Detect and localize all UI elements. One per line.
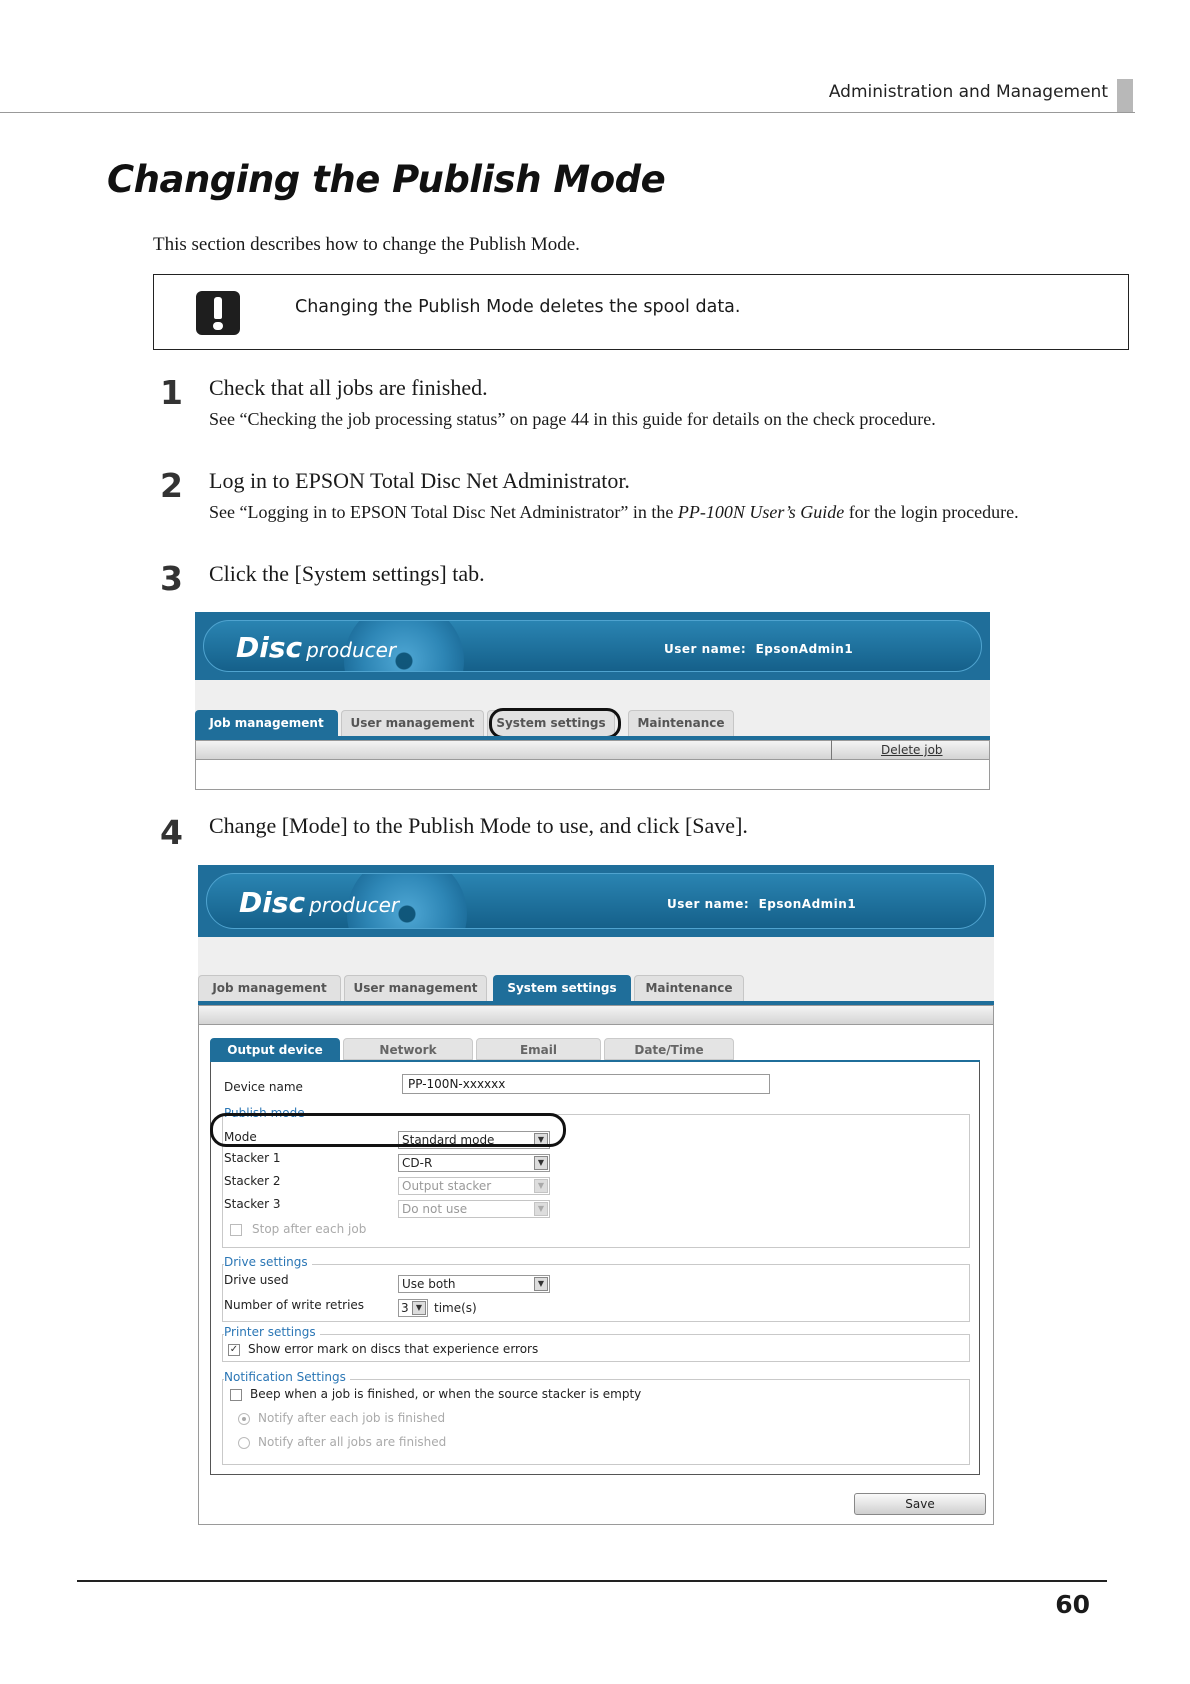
tab-maintenance[interactable]: Maintenance	[628, 710, 734, 736]
notification-settings-legend: Notification Settings	[224, 1370, 350, 1384]
tab-date-time[interactable]: Date/Time	[604, 1038, 734, 1060]
page-number: 60	[1055, 1590, 1090, 1619]
notify-all-radio[interactable]	[238, 1437, 250, 1449]
publish-mode-legend: Publish mode	[224, 1106, 309, 1120]
notify-each-label: Notify after each job is finished	[258, 1411, 446, 1425]
step-number: 2	[160, 466, 183, 505]
screenshot-output-device	[198, 865, 994, 1525]
tab-user-management[interactable]: User management	[344, 975, 487, 1001]
header-rule	[0, 112, 1135, 113]
content-area	[195, 760, 990, 790]
save-button[interactable]: Save	[854, 1493, 986, 1515]
beep-checkbox[interactable]	[230, 1389, 242, 1401]
username-display: User name: EpsonAdmin1	[664, 642, 854, 656]
toolbar	[198, 1005, 994, 1025]
highlight-mode	[210, 1113, 566, 1147]
chevron-down-icon: ▼	[534, 1133, 548, 1147]
mode-select[interactable]: Standard mode ▼	[398, 1131, 550, 1149]
drive-settings-group	[222, 1264, 970, 1322]
printer-settings-legend: Printer settings	[224, 1325, 320, 1339]
chevron-down-icon: ▼	[534, 1202, 548, 1216]
important-icon	[196, 291, 240, 335]
disc-producer-logo: Disc producer	[239, 886, 400, 919]
step-detail: See “Logging in to EPSON Total Disc Net Administrator” in the PP-100N User’s Guide for the login procedure.	[209, 502, 1019, 522]
notify-all-label: Notify after all jobs are finished	[258, 1435, 447, 1449]
running-header: Administration and Management	[828, 82, 1108, 102]
app-banner	[195, 612, 990, 680]
header-tab-marker	[1117, 79, 1133, 113]
stacker3-label: Stacker 3	[224, 1197, 281, 1211]
tab-system-settings[interactable]: System settings	[493, 975, 631, 1001]
chevron-down-icon: ▼	[412, 1301, 426, 1315]
tab-maintenance[interactable]: Maintenance	[634, 975, 744, 1001]
stacker2-label: Stacker 2	[224, 1174, 281, 1188]
drive-used-select[interactable]: Use both ▼	[398, 1275, 550, 1293]
tab-network[interactable]: Network	[343, 1038, 473, 1060]
screenshot-system-tab	[195, 612, 990, 790]
stop-after-each-job-checkbox[interactable]	[230, 1224, 242, 1236]
show-error-mark-checkbox[interactable]: ✓	[229, 1344, 239, 1355]
stop-after-each-job-label: Stop after each job	[252, 1222, 367, 1236]
tab-user-management[interactable]: User management	[341, 710, 484, 736]
notify-each-radio[interactable]	[238, 1413, 250, 1425]
show-error-mark-label: Show error mark on discs that experience errors	[248, 1342, 539, 1356]
footer-rule	[77, 1580, 1107, 1582]
step-number: 1	[160, 373, 183, 412]
write-retries-label: Number of write retries	[224, 1298, 365, 1312]
tab-output-device[interactable]: Output device	[210, 1038, 340, 1060]
main-tabs	[198, 975, 994, 1001]
chevron-down-icon: ▼	[534, 1156, 548, 1170]
step-number: 3	[160, 559, 183, 598]
step-heading: Click the [System settings] tab.	[209, 561, 485, 586]
disc-producer-logo: Disc producer	[236, 631, 397, 664]
stacker2-select[interactable]: Output stacker ▼	[398, 1177, 550, 1195]
tab-email[interactable]: Email	[476, 1038, 601, 1060]
device-name-label: Device name	[224, 1080, 303, 1094]
username-display: User name: EpsonAdmin1	[667, 897, 857, 911]
toolbar	[195, 740, 990, 760]
step-heading: Check that all jobs are finished.	[209, 375, 488, 400]
important-notice	[153, 274, 1129, 350]
notice-text: Changing the Publish Mode deletes the spool data.	[295, 297, 741, 317]
step-number: 4	[160, 813, 183, 852]
tab-job-management[interactable]: Job management	[195, 710, 338, 736]
chevron-down-icon: ▼	[534, 1179, 548, 1193]
write-retries-select[interactable]: 3 ▼	[398, 1299, 428, 1317]
write-retries-unit: time(s)	[434, 1301, 477, 1315]
highlight-system-settings	[489, 708, 621, 739]
step-heading: Change [Mode] to the Publish Mode to use, and click [Save].	[209, 813, 748, 838]
chevron-down-icon: ▼	[534, 1277, 548, 1291]
app-banner	[198, 865, 994, 937]
step-heading: Log in to EPSON Total Disc Net Administrator.	[209, 468, 630, 493]
page-title: Changing the Publish Mode	[107, 158, 666, 201]
mode-label: Mode	[224, 1130, 257, 1144]
step-detail: See “Checking the job processing status” on page 44 in this guide for details on the check procedure.	[209, 409, 936, 429]
stacker1-select[interactable]: CD-R ▼	[398, 1154, 550, 1172]
beep-label: Beep when a job is finished, or when the source stacker is empty	[250, 1387, 642, 1401]
stacker1-label: Stacker 1	[224, 1151, 281, 1165]
drive-used-label: Drive used	[224, 1273, 289, 1287]
stacker3-select[interactable]: Do not use ▼	[398, 1200, 550, 1218]
tab-job-management[interactable]: Job management	[198, 975, 341, 1001]
delete-job-link[interactable]: Delete job	[881, 743, 943, 757]
intro-text: This section describes how to change the Publish Mode.	[153, 234, 580, 255]
device-name-input[interactable]: PP-100N-xxxxxx	[402, 1074, 770, 1094]
drive-settings-legend: Drive settings	[224, 1255, 312, 1269]
tab-system-settings[interactable]: System settings	[487, 710, 615, 736]
